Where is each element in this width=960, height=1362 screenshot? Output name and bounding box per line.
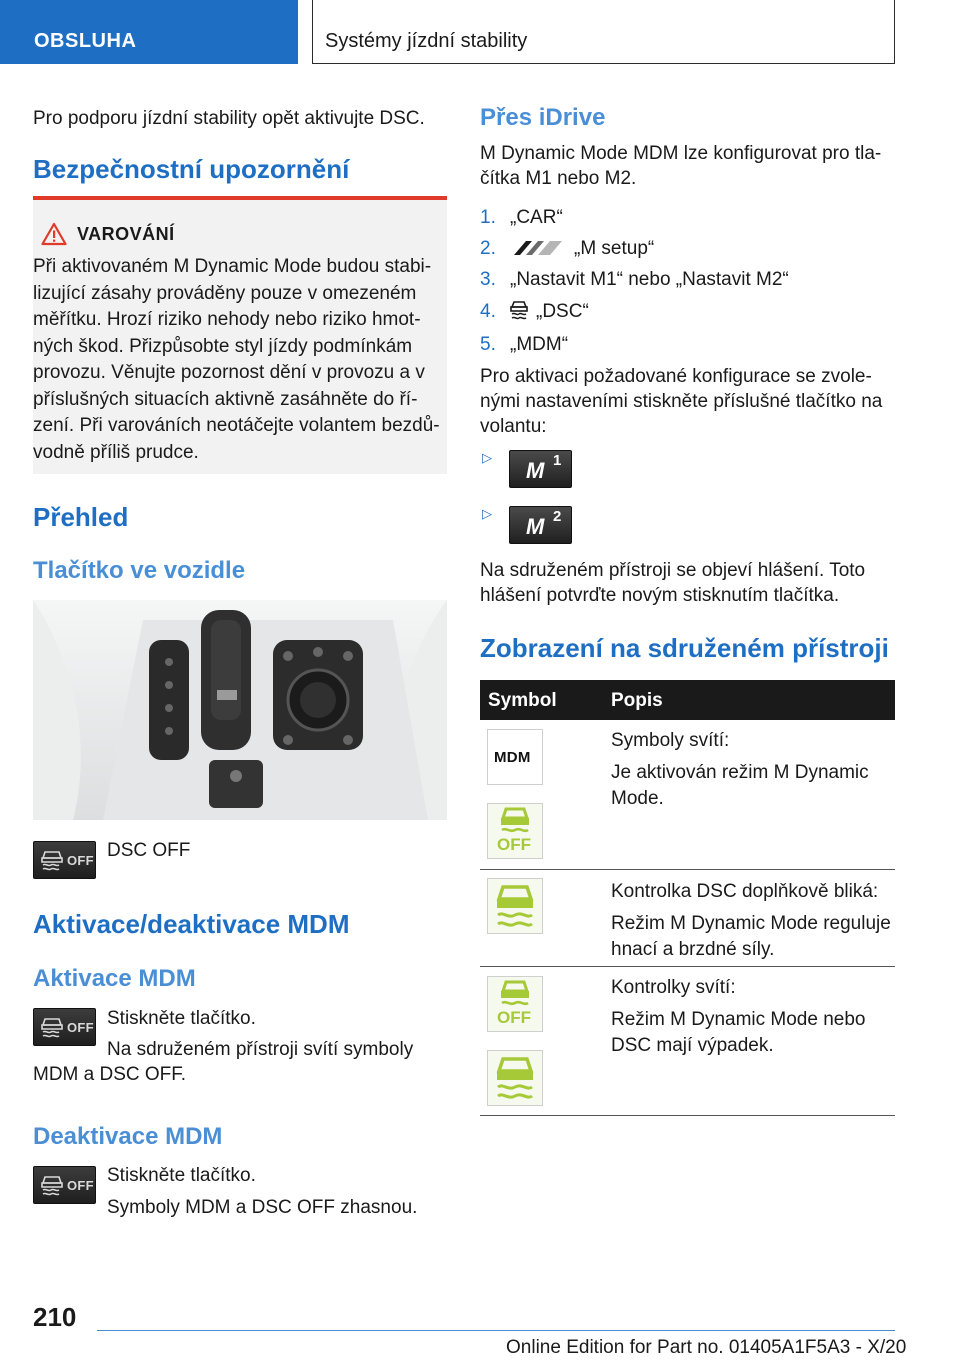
bullet-triangle: ▷ (482, 450, 492, 465)
dsc-off-label: DSC OFF (107, 840, 191, 861)
center-console-photo (33, 600, 447, 820)
m1-letter: M (526, 458, 545, 483)
overview-heading: Přehled (33, 502, 129, 532)
skidding-car-icon (40, 1174, 64, 1196)
idrive-intro: M Dynamic Mode MDM lze konfigurovat pro tlačítka M1 nebo M2. (480, 143, 882, 189)
table-row-1-line2: Je aktivován režim M Dynamic Mode. (611, 762, 869, 809)
footer-rule (97, 1330, 895, 1331)
dsc-car-icon (510, 300, 528, 320)
warning-text: Při aktivovaném M Dynamic Mode budou stabilizující zásahy prováděny pouze v omezeném měřítku. Hrozí riziko nehody nebo riziko hmotných škod. Přizpůsobte styl jízdy podmínkám provozu. Věnujte pozornost dění v provozu a v příslušných situacích aktivně zasáhněte do řízení. Při varováních neotáčejte volantem bezdůvodně příliš prudce. (33, 256, 440, 463)
col-header-description: Popis (611, 690, 663, 711)
intro-text: Pro podporu jízdní stability opět aktivujte DSC. (33, 108, 425, 129)
table-header (480, 680, 895, 720)
skidding-car-icon (40, 1016, 64, 1038)
safety-heading: Bezpečnostní upozornění (33, 154, 350, 184)
m2-sup: 2 (553, 508, 562, 525)
step-text: „MDM“ (510, 334, 569, 355)
step-number: 4. (480, 301, 496, 322)
confirm-note: Na sdruženém přístroji se objeví hlášení. Toto hlášení potvrďte novým stisknutím tlačítka. (480, 560, 866, 606)
table-row-2-line1: Kontrolka DSC doplňkově bliká: (611, 881, 879, 902)
table-row-divider (480, 1115, 895, 1116)
topic-tab (312, 0, 895, 64)
mdm-indicator-text: MDM (494, 749, 531, 766)
activation-heading: Aktivace/deaktivace MDM (33, 909, 350, 939)
dsc-off-indicator-icon (487, 803, 543, 859)
activate-subheading: Aktivace MDM (33, 965, 196, 992)
step-number: 5. (480, 334, 496, 355)
off-text: OFF (67, 1020, 94, 1035)
section-tab (0, 0, 298, 64)
step-text: „DSC“ (536, 301, 589, 322)
activation-note: Pro aktivaci požadované konfigurace se zvolenými nastaveními stiskněte příslušné tlačítko na volantu: (480, 366, 883, 437)
table-row-divider (480, 966, 895, 967)
dsc-indicator-icon (487, 878, 543, 934)
off-indicator-text: OFF (497, 835, 531, 854)
display-heading: Zobrazení na sdruženém přístroji (480, 633, 889, 663)
activate-step2: Na sdruženém přístroji svítí symboly MDM a DSC OFF. (33, 1039, 414, 1085)
edition-text: Online Edition for Part no. 01405A1F5A3 - X/20 (506, 1337, 907, 1358)
page-number: 210 (33, 1302, 77, 1332)
step-text: „M setup“ (574, 238, 655, 259)
bullet-triangle: ▷ (482, 506, 492, 521)
table-row-3-line2: Režim M Dynamic Mode nebo DSC mají výpadek. (611, 1009, 866, 1056)
console-illustration (33, 600, 447, 820)
table-row-3-line1: Kontrolky svítí: (611, 977, 736, 998)
idrive-heading: Přes iDrive (480, 104, 606, 131)
deactivate-step1: Stiskněte tlačítko. (107, 1165, 256, 1186)
dsc-green-icon (488, 879, 542, 933)
mdm-indicator-icon (487, 729, 543, 785)
dsc-off-indicator-icon (487, 976, 543, 1032)
m-stripes-icon (510, 239, 566, 257)
warning-box (33, 196, 447, 474)
dsc-off-button-icon (33, 841, 96, 879)
off-text: OFF (67, 853, 94, 868)
deactivate-subheading: Deaktivace MDM (33, 1123, 223, 1150)
step-text: „Nastavit M1“ nebo „Nastavit M2“ (510, 269, 789, 290)
m1-button-icon (509, 450, 572, 488)
deactivate-step2: Symboly MDM a DSC OFF zhasnou. (107, 1197, 418, 1218)
col-header-symbol: Symbol (488, 690, 557, 711)
dsc-indicator-icon (487, 1050, 543, 1106)
dsc-off-button-icon-deactivate (33, 1166, 96, 1204)
activate-step1: Stiskněte tlačítko. (107, 1008, 256, 1029)
off-text: OFF (67, 1178, 94, 1193)
table-row-2-line2: Režim M Dynamic Mode reguluje hnací a brzdné síly. (611, 913, 891, 960)
skidding-car-icon (40, 849, 64, 871)
m1-sup: 1 (553, 452, 562, 469)
step-number: 1. (480, 207, 496, 228)
section-title: OBSLUHA (34, 30, 137, 52)
dsc-green-icon (488, 1051, 542, 1105)
warning-triangle-icon (41, 222, 67, 246)
table-row-divider (480, 869, 895, 870)
step-text: „CAR“ (510, 207, 563, 228)
step-number: 3. (480, 269, 496, 290)
table-row-1-line1: Symboly svítí: (611, 730, 730, 751)
m2-letter: M (526, 514, 545, 539)
m2-button-icon (509, 506, 572, 544)
step-number: 2. (480, 238, 496, 259)
button-heading: Tlačítko ve vozidle (33, 557, 246, 584)
warning-title: VAROVÁNÍ (77, 224, 175, 244)
topic-title: Systémy jízdní stability (325, 30, 528, 52)
off-indicator-text: OFF (497, 1008, 531, 1027)
